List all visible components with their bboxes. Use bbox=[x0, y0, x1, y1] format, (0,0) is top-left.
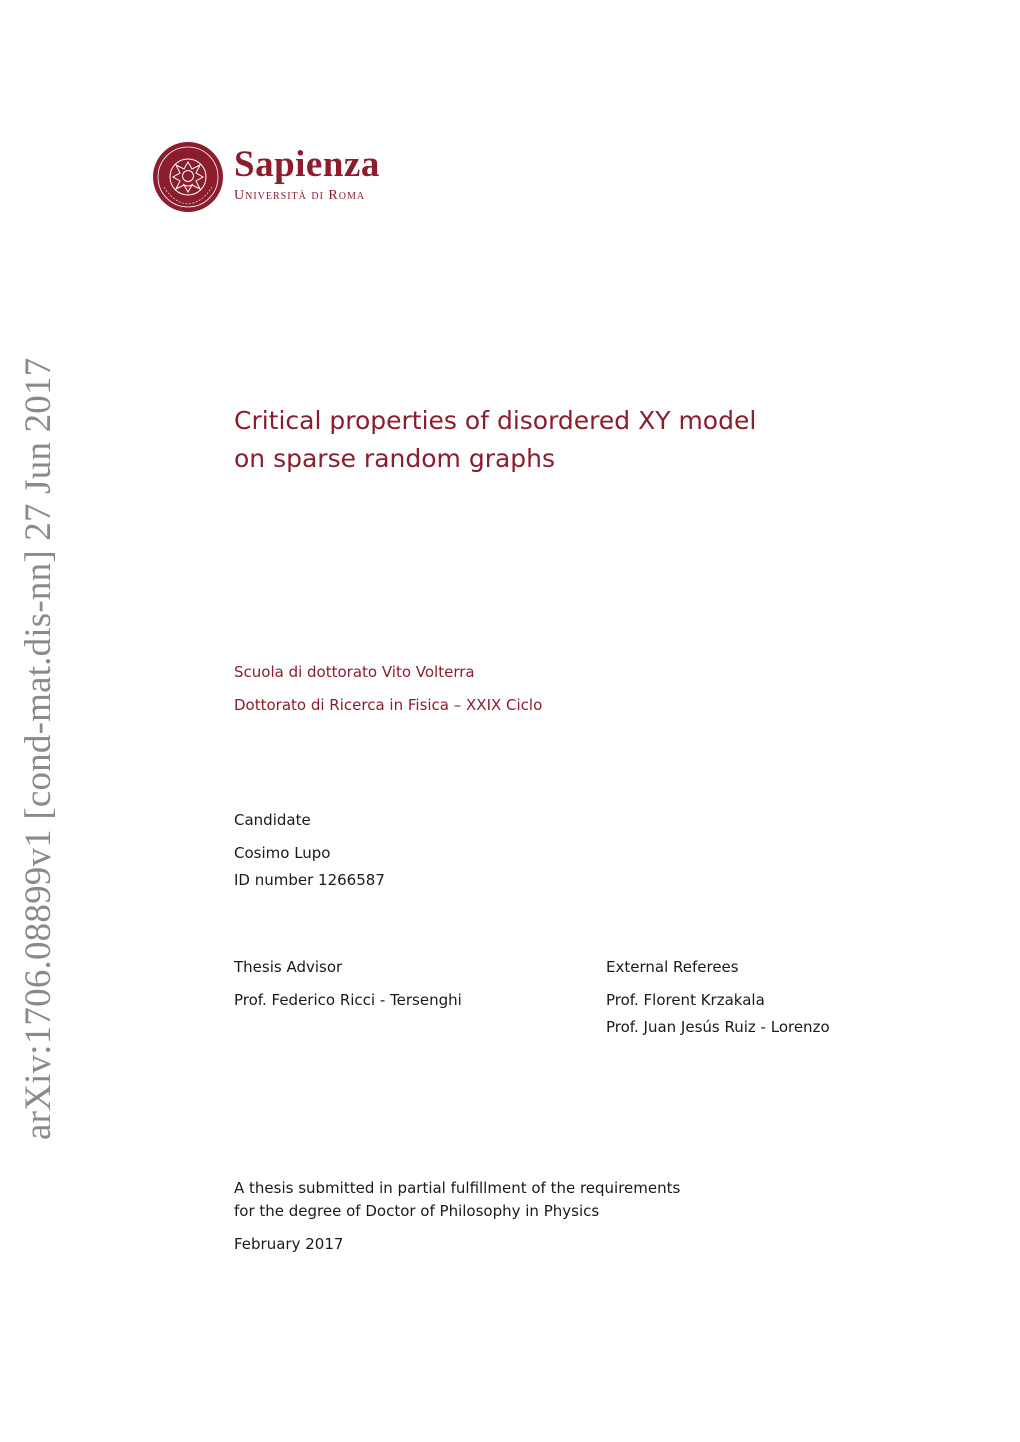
referees-label: External Referees bbox=[606, 958, 739, 976]
candidate-name: Cosimo Lupo bbox=[234, 844, 331, 862]
thesis-title-line-2: on sparse random graphs bbox=[234, 444, 556, 473]
advisor-label: Thesis Advisor bbox=[234, 958, 343, 976]
submission-statement-line-1: A thesis submitted in partial fulfillment of the requirements bbox=[234, 1179, 681, 1197]
candidate-id: ID number 1266587 bbox=[234, 871, 385, 889]
thesis-title bbox=[234, 402, 794, 478]
thesis-title-line-1: Critical properties of disordered XY model bbox=[234, 406, 757, 435]
advisor-name: Prof. Federico Ricci - Tersenghi bbox=[234, 991, 462, 1009]
candidate-label: Candidate bbox=[234, 811, 311, 829]
arxiv-identifier: arXiv:1706.08899v1 [cond-mat.dis-nn] 27 Jun 2017 bbox=[18, 357, 59, 1140]
university-subtitle: Università di Roma bbox=[234, 188, 366, 203]
referee-name: Prof. Juan Jesús Ruiz - Lorenzo bbox=[606, 1018, 830, 1036]
referee-name: Prof. Florent Krzakala bbox=[606, 991, 765, 1009]
doctoral-school: Scuola di dottorato Vito Volterra bbox=[234, 663, 475, 681]
submission-date: February 2017 bbox=[234, 1235, 344, 1253]
university-name: Sapienza bbox=[234, 144, 380, 185]
doctoral-program: Dottorato di Ricerca in Fisica – XXIX Ciclo bbox=[234, 696, 543, 714]
university-seal-icon bbox=[152, 141, 224, 213]
submission-statement-line-2: for the degree of Doctor of Philosophy in Physics bbox=[234, 1202, 600, 1220]
